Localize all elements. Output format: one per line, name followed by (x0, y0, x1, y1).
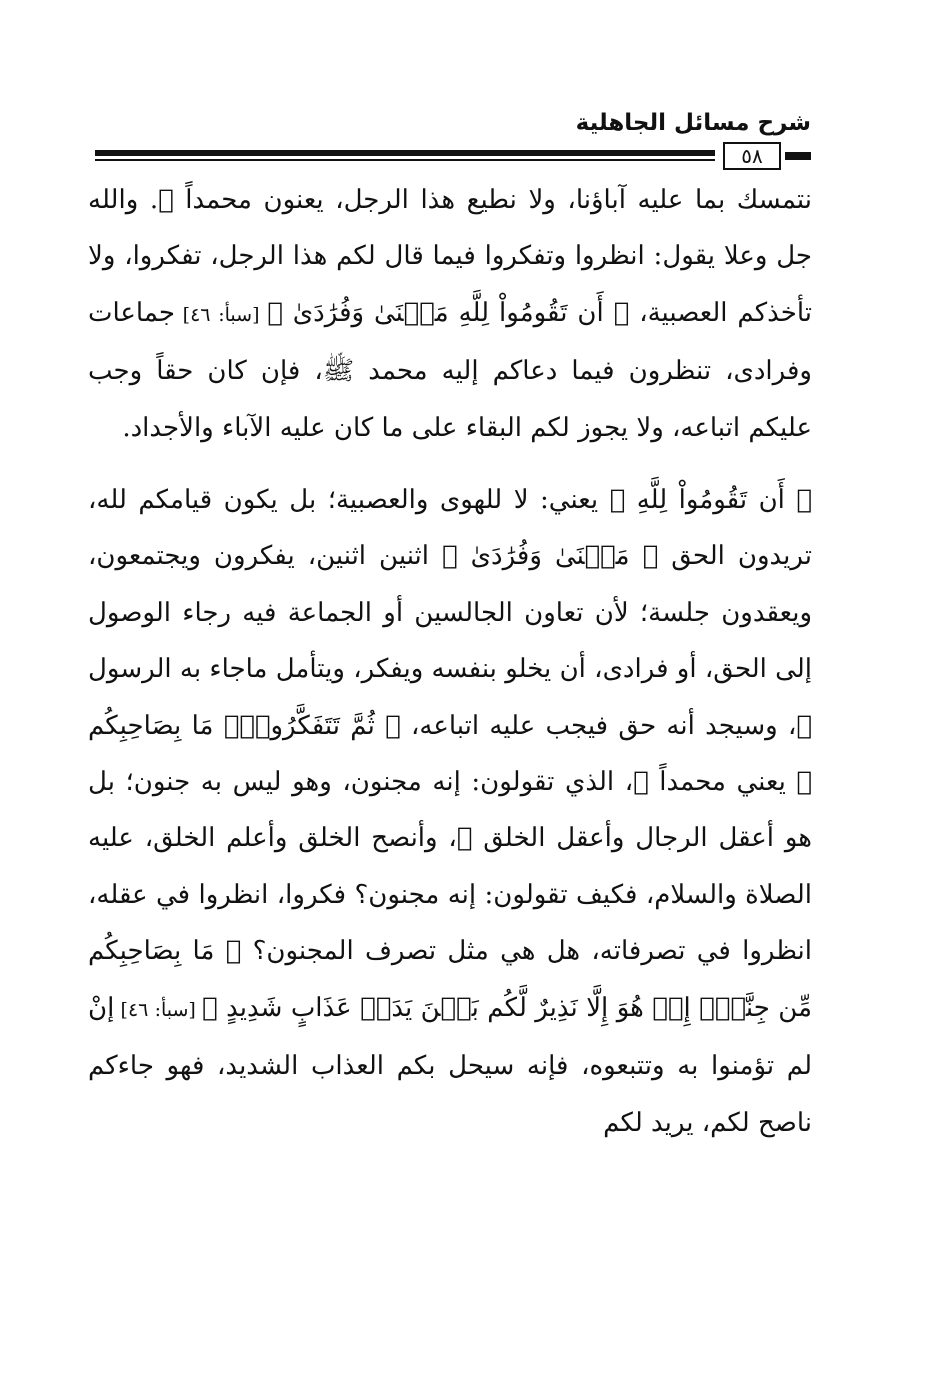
paragraph-1-text-1: نتمسك بما عليه آباؤنا، ولا نطيع هذا الرجل، يعنون محمداً ﷺ. والله جل وعلا يقول: انظروا وتفكروا فيما قال لكم هذا الرجل، تفكروا، ولا تأخذكم العصبية، (88, 185, 812, 328)
body-text (88, 172, 812, 1151)
running-header-title: شرح مسائل الجاهلية (575, 110, 811, 136)
quran-verse: ﴿ مَا بِصَاحِبِكُم مِّن جِنَّةٍۚ إِنۡ هُوَ إِلَّا نَذِيرٌ لَّكُم بَيۡنَ يَدَيۡ عَذَابٍ شَدِيدٍ ﴾ (88, 936, 812, 1023)
header-rule-tail (785, 152, 811, 160)
header-rule-thick (95, 150, 715, 156)
quran-verse: ﴿ مَثۡنَىٰ وَفُرَٰدَىٰ ﴾ (442, 541, 659, 572)
page-header (95, 108, 811, 170)
quran-verse: ﴿ أَن تَقُومُواْ لِلَّهِ مَثۡنَىٰ وَفُرَٰدَىٰ ﴾ (267, 297, 630, 328)
paragraph-1-text-2: جماعات وفرادى، تنظرون فيما دعاكم إليه محمد ﷺ، فإن كان حقاً وجب عليكم اتباعه، ولا يجوز لكم البقاء على ما كان عليه الآباء والأجداد. (88, 297, 812, 443)
paragraph-1 (88, 172, 812, 456)
paragraph-2-text-3: يعني محمداً ﷺ، الذي تقولون: إنه مجنون، وهو ليس به جنون؛ بل هو أعقل الرجال وأعقل الخلق ﷺ، وأنصح الخلق وأعلم الخلق، عليه الصلاة والسلام، فكيف تقولون: إنه مجنون؟ فكروا، انظروا في عقله، انظروا في تصرفاته، هل هي مثل تصرف المجنون؟ (88, 767, 813, 967)
page-number: ٥٨ (723, 142, 781, 170)
paragraph-2 (88, 472, 812, 1151)
quran-verse: ﴿ ثُمَّ تَتَفَكَّرُواْۚ مَا بِصَاحِبِكُم ﴾ (88, 710, 812, 798)
paragraph-2-text-4: إنْ لم تؤمنوا به وتتبعوه، فإنه سيحل بكم العذاب الشديد، فهو جاءكم ناصح لكم، يريد لكم (88, 992, 812, 1138)
verse-reference: [سبأ: ٤٦] (114, 998, 203, 1021)
paragraph-2-text-1: يعني: لا للهوى والعصبية؛ بل يكون قيامكم لله، تريدون الحق (88, 485, 812, 572)
quran-verse: ﴿ أَن تَقُومُواْ لِلَّهِ ﴾ (609, 485, 812, 516)
paragraph-2-text-2: اثنين اثنين، يفكرون ويجتمعون، ويعقدون جلسة؛ لأن تعاون الجالسين أو الجماعة فيه رجاء الوصول إلى الحق، أو فرادى، أن يخلو بنفسه ويفكر، ويتأمل ماجاء به الرسول ﷺ، وسيجد أنه حق فيجب عليه اتباعه، (88, 541, 812, 741)
header-rule-thin (95, 159, 715, 161)
verse-reference: [سبأ: ٤٦] (174, 303, 268, 326)
header-rule (95, 150, 715, 162)
